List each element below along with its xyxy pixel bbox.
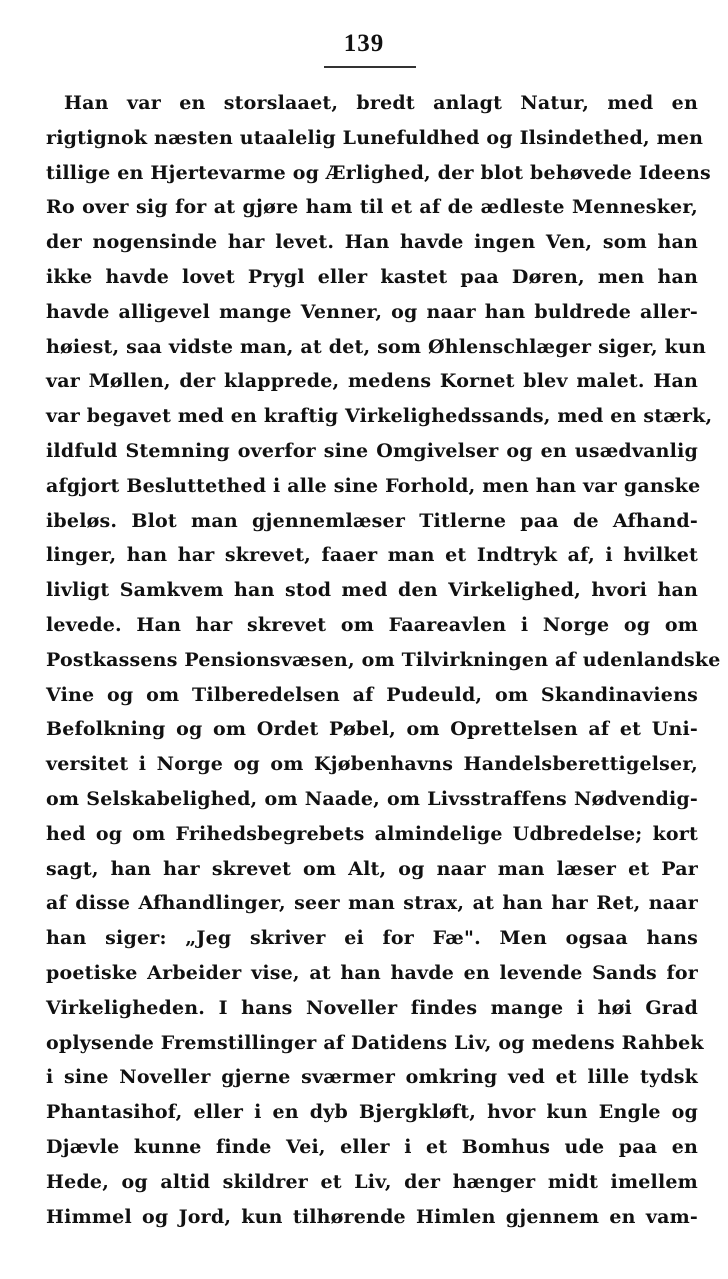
text-line: var Møllen, der klapprede, medens Kornet blev malet. Han: [46, 370, 698, 393]
text-line: tillige en Hjertevarme og Ærlighed, der blot behøvede Ideens: [46, 161, 711, 184]
text-line: Himmel og Jord, kun tilhørende Himlen gjennem en vam-: [46, 1205, 698, 1228]
text-line: rigtignok næsten utaalelig Lunefuldhed og Ilsindethed, men: [46, 126, 704, 149]
text-line: høiest, saa vidste man, at det, som Øhlenschlæger siger, kun: [46, 335, 707, 358]
text-line: poetiske Arbeider vise, at han havde en levende Sands for: [46, 961, 698, 984]
text-line: Postkassens Pensionsvæsen, om Tilvirkningen af udenlandske: [46, 648, 721, 671]
text-line: versitet i Norge og om Kjøbenhavns Handelsberettigelser,: [46, 753, 698, 776]
text-line: var begavet med en kraftig Virkelighedssands, med en stærk,: [46, 405, 713, 428]
text-line: ikke havde lovet Prygl eller kastet paa Døren, men han: [46, 265, 698, 288]
text-line: afgjort Besluttethed i alle sine Forhold, men han var ganske: [46, 474, 701, 497]
text-line: Virkeligheden. I hans Noveller findes mange i høi Grad: [46, 996, 698, 1019]
text-line: havde alligevel mange Venner, og naar han buldrede aller-: [46, 300, 698, 323]
text-line: han siger: „Jeg skriver ei for Fæ". Men ogsaa hans: [46, 927, 698, 950]
text-line: ibeløs. Blot man gjennemlæser Titlerne paa de Afhand-: [46, 509, 698, 532]
text-line: om Selskabelighed, om Naade, om Livsstraffens Nødvendig-: [46, 787, 698, 810]
text-line: Hede, og altid skildrer et Liv, der hænger midt imellem: [46, 1170, 698, 1193]
text-line: Djævle kunne finde Vei, eller i et Bomhus ude paa en: [46, 1135, 698, 1158]
header-rule: [324, 66, 416, 68]
text-line: Ro over sig for at gjøre ham til et af de ædleste Mennesker,: [46, 196, 698, 219]
text-line: hed og om Frihedsbegrebets almindelige Udbredelse; kort: [46, 822, 698, 845]
text-line: ildfuld Stemning overfor sine Omgivelser og en usædvanlig: [46, 439, 698, 462]
text-line: Han var en storslaaet, bredt anlagt Natur, med en: [64, 92, 698, 114]
body-text: [46, 86, 721, 1234]
text-line: levede. Han har skrevet om Faareavlen i Norge og om: [46, 613, 698, 636]
text-line: linger, han har skrevet, faaer man et Indtryk af, i hvilket: [46, 544, 698, 567]
text-line: livligt Samkvem han stod med den Virkelighed, hvori han: [46, 579, 698, 602]
page-number: 139: [343, 30, 385, 57]
text-line: oplysende Fremstillinger af Datidens Liv, og medens Rahbek: [46, 1031, 704, 1054]
text-line: Phantasihof, eller i en dyb Bjergkløft, hvor kun Engle og: [46, 1101, 698, 1124]
text-line: af disse Afhandlinger, seer man strax, at han har Ret, naar: [46, 892, 698, 915]
text-line: Vine og om Tilberedelsen af Pudeuld, om Skandinaviens: [46, 683, 698, 706]
text-line: der nogensinde har levet. Han havde ingen Ven, som han: [46, 231, 698, 254]
text-line: sagt, han har skrevet om Alt, og naar man læser et Par: [46, 857, 698, 880]
text-line: i sine Noveller gjerne sværmer omkring ved et lille tydsk: [46, 1066, 698, 1089]
text-line: Befolkning og om Ordet Pøbel, om Oprettelsen af et Uni-: [46, 718, 698, 741]
